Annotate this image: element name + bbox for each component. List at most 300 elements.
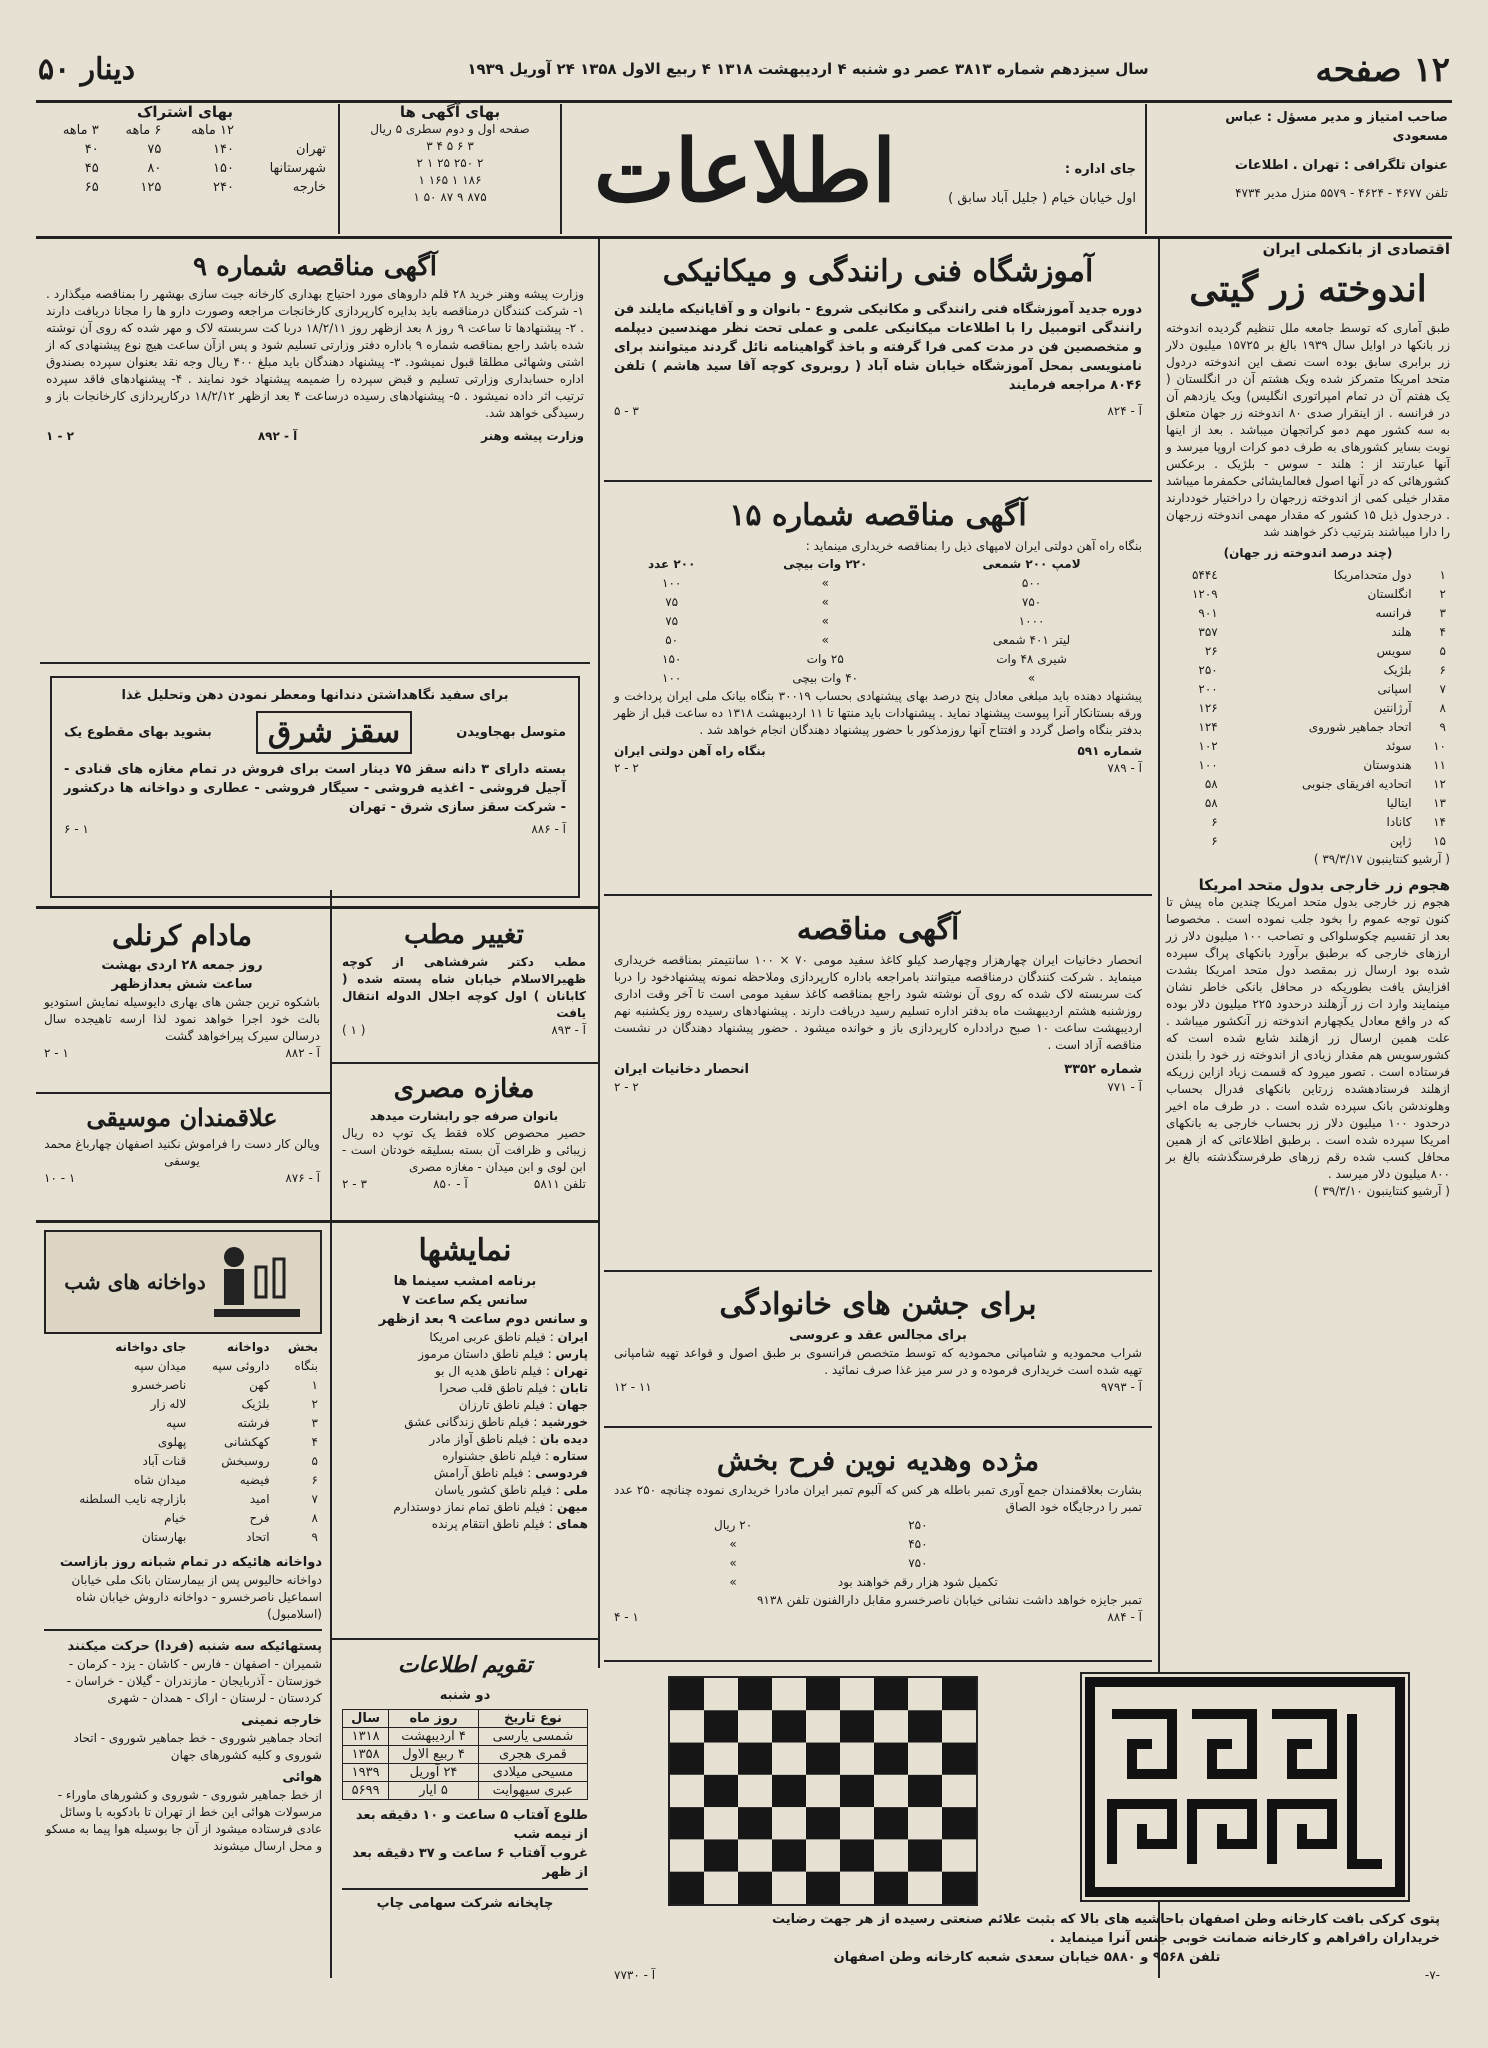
gold-country: فرانسه bbox=[1375, 606, 1412, 620]
pharmacy-name: کهن bbox=[249, 1378, 270, 1392]
tender15-cell: » bbox=[821, 576, 829, 590]
subs-value: ۱۲۵ bbox=[140, 180, 162, 195]
separator: : bbox=[541, 1449, 553, 1463]
cinema-film: فیلم ناطق کشور یاسان bbox=[434, 1483, 552, 1497]
ref: ۱ - ۱۰ bbox=[44, 1171, 76, 1185]
checker-square bbox=[874, 1710, 908, 1742]
pharmacy-district: ۵ bbox=[311, 1454, 318, 1468]
owner: صاحب امتیاز و مدیر مسؤل : عباس مسعودی bbox=[1225, 110, 1448, 144]
tender15-row bbox=[614, 574, 1142, 593]
checker-pattern-image bbox=[668, 1676, 978, 1906]
carpet-caption bbox=[604, 1910, 1450, 1984]
tender15-title: آگهی مناقصه شماره ۱۵ bbox=[729, 498, 1027, 533]
calendar-title: تقویم اطلاعات bbox=[397, 1652, 533, 1678]
tender15-body: پیشنهاد دهنده باید مبلغی معادل پنج درصد بهای پیشنهادی بحساب ۳۰۰۱۹ بنگاه بیانک ملی ایران پرداخت و ورقه بستانکار آنرا پیوست پیشنهاد نماید . پیشنهادات باید منتها تا ۱۱ اردیبهشت ۱۳۱۸ ده ساعت قبل از ظهر بدفتر بنگاه واصل گردد و افتتاح آنها روزمذکور با حضور پیشنهاد دهندگان انجام خواهد شد . bbox=[614, 689, 1143, 737]
tender15-refs bbox=[614, 760, 1142, 777]
tender15-ad bbox=[604, 488, 1152, 896]
pharmacy-district: ۲ bbox=[311, 1397, 318, 1411]
ref: ۲ - ۱ bbox=[46, 429, 74, 443]
checker-square bbox=[704, 1807, 738, 1839]
tender15-cell: شیری ۴۸ وات bbox=[996, 652, 1067, 666]
sunrise: طلوع آفتاب ۵ ساعت و ۱۰ دقیقه بعد از نیمه شب bbox=[355, 1808, 588, 1842]
ref: آ - ۸۸۶ bbox=[531, 822, 566, 836]
tender15-cell: » bbox=[821, 614, 829, 628]
pharmacy-allnight-body: دواخانه حالیوس پس از بیمارستان بانک ملی خیابان اسماعیل ناصرخسرو - دواخانه داروش خیابان شاه (اسلامبول) bbox=[71, 1573, 322, 1621]
checker-square bbox=[874, 1775, 908, 1807]
subs-place: تهران bbox=[296, 142, 326, 157]
checker-square bbox=[874, 1678, 908, 1710]
gold-value: ۱۲۴ bbox=[1198, 720, 1218, 734]
tender15-header: ۲۰۰ عدد bbox=[647, 557, 696, 571]
calendar-row bbox=[343, 1728, 588, 1746]
tender15-row bbox=[614, 593, 1142, 612]
cinema-film: فیلم ناطق آرامش bbox=[433, 1466, 524, 1480]
phones: تلفن ۴۶۷۷ - ۴۶۲۴ - ۵۵۷۹ منزل مدیر ۴۷۳۴ bbox=[1235, 186, 1448, 200]
gold-value: ۵۸ bbox=[1204, 796, 1218, 810]
gold-country: سوئد bbox=[1385, 739, 1412, 753]
cinema-film: فیلم ناطق تارزان bbox=[458, 1398, 545, 1412]
cinema-film: فیلم ناطق جشنواره bbox=[442, 1449, 542, 1463]
checker-square bbox=[704, 1872, 738, 1904]
tender15-signature: بنگاه راه آهن دولتی ایران bbox=[614, 744, 766, 758]
wine-body: شراب محمودیه و شامپانی محمودیه که توسط متخصص فرانسوی بر طبق اصول و قواعد تهیه شامپانی تهیه شده است خریداری فرموده و در سر میز غذا صرف نمائید . bbox=[614, 1346, 1142, 1377]
pharmacy-district: ۷ bbox=[311, 1492, 318, 1506]
separator: : bbox=[528, 1432, 540, 1446]
tender9-foot bbox=[46, 428, 584, 445]
tender15-cell: » bbox=[1027, 671, 1036, 685]
gift-cell: » bbox=[729, 1556, 737, 1570]
sagghez-line3: بشوید بهای مقطوع یک bbox=[64, 725, 212, 740]
kurneli-body: باشکوه ترین جشن های بهاری دایوسیله نمایش استودیو بالت خود اجرا خواهد نمود لذا ارسه تاهیجده سال درسالن سیرک پیراخواهد گشت bbox=[44, 995, 320, 1043]
checker-square bbox=[806, 1678, 840, 1710]
pharmacy-row bbox=[44, 1528, 322, 1547]
pharmacy-location: پهلوی bbox=[157, 1435, 187, 1449]
gift-table bbox=[693, 1516, 1063, 1592]
pharmacy-row bbox=[44, 1471, 322, 1490]
pharmacy-row bbox=[44, 1490, 322, 1509]
sunset: غروب آفتاب ۶ ساعت و ۳۷ دقیقه بعد از ظهر bbox=[352, 1846, 588, 1880]
tender15-cell: لیتر ۴۰۱ شمعی bbox=[992, 633, 1071, 647]
gold-rank: ۴ bbox=[1439, 625, 1446, 639]
subs-table bbox=[40, 121, 330, 197]
ref: آ - ۸۸۲ bbox=[285, 1046, 320, 1060]
checker-square bbox=[840, 1839, 874, 1871]
calendar-year: ۵۶۹۹ bbox=[343, 1782, 389, 1800]
sagghez-brand: سقز شرق bbox=[256, 711, 412, 754]
checker-square bbox=[942, 1872, 976, 1904]
checker-square bbox=[840, 1872, 874, 1904]
shop-ad bbox=[338, 1066, 590, 1214]
pharmacy-location: بهارستان bbox=[141, 1530, 187, 1544]
pharmacy-location: قنات آباد bbox=[142, 1454, 187, 1468]
gift-body: بشارت بعلاقمندان جمع آوری تمبر باطله هر کس که آلبوم تمبر ایران مادرا خریداری نموده چنانچه ۲۵۰ عدد تمبر را درجایگاه خود الصاق bbox=[614, 1483, 1142, 1514]
checker-square bbox=[772, 1775, 806, 1807]
pharmacy-allnight-title: دواخانه هائیکه در تمام شبانه روز بازاست bbox=[59, 1555, 322, 1570]
gold-country: هلند bbox=[1391, 625, 1412, 639]
cinema-row bbox=[342, 1448, 588, 1465]
pharmacy-logo bbox=[44, 1230, 322, 1334]
kurneli-refs bbox=[44, 1045, 320, 1062]
checker-square bbox=[942, 1807, 976, 1839]
subs-place: شهرستانها bbox=[269, 161, 326, 176]
tobacco-sign-row bbox=[614, 1060, 1142, 1079]
tender15-row bbox=[614, 612, 1142, 631]
pharmacy-row bbox=[44, 1433, 322, 1452]
tender15-cell: » bbox=[821, 595, 829, 609]
subs-value: ۴۰ bbox=[84, 142, 99, 157]
gift-row bbox=[693, 1535, 1063, 1554]
separator: : bbox=[545, 1398, 557, 1412]
pharmacy-header: بخش bbox=[287, 1340, 318, 1354]
sagghez-brand-row bbox=[64, 711, 566, 754]
office-heading: جای اداره : bbox=[1064, 162, 1136, 177]
pharmacy-row bbox=[44, 1376, 322, 1395]
wine-sub: برای مجالس عقد و عروسی bbox=[789, 1328, 967, 1343]
gift-ad bbox=[604, 1434, 1152, 1662]
checker-square bbox=[942, 1839, 976, 1871]
shop-title: مغازه مصری bbox=[393, 1074, 535, 1104]
ads-price-title: بهای آگهی ها bbox=[399, 103, 501, 121]
cinema-sub1: برنامه امشب سینما ها bbox=[393, 1274, 537, 1289]
ref: آ - ۹۷۹۳ bbox=[1100, 1380, 1142, 1394]
checker-square bbox=[704, 1710, 738, 1742]
gift-cell: ۲۰ ریال bbox=[713, 1518, 753, 1532]
separator: : bbox=[545, 1330, 558, 1344]
pharmacy-row bbox=[44, 1357, 322, 1376]
checker-square bbox=[704, 1743, 738, 1775]
separator: : bbox=[548, 1381, 560, 1395]
checker-square bbox=[874, 1839, 908, 1871]
gold-value: ۲۵۰ bbox=[1198, 663, 1218, 677]
gold-rank: ۸ bbox=[1439, 701, 1446, 715]
gold-value: ۶ bbox=[1211, 834, 1218, 848]
gift-row bbox=[693, 1554, 1063, 1573]
checker-square bbox=[670, 1872, 704, 1904]
gift-row bbox=[693, 1573, 1063, 1592]
gold-rank: ۱۵ bbox=[1433, 834, 1446, 848]
separator: : bbox=[544, 1517, 557, 1531]
post-foreign-body: اتحاد جماهیر شوروی - خط جماهیر شوروی - اتحاد شوروی و کلیه کشورهای جهان bbox=[73, 1731, 322, 1762]
cinema-name: میهن bbox=[556, 1500, 588, 1514]
subs-header: ۱۲ ماهه bbox=[191, 123, 234, 138]
tender15-row bbox=[614, 631, 1142, 650]
tender15-cell: ۲۵ وات bbox=[806, 652, 844, 666]
pharmacy-name: فرشته bbox=[237, 1416, 270, 1430]
checker-square bbox=[670, 1807, 704, 1839]
kurneli-sub: روز جمعه ۲۸ اردی بهشت bbox=[101, 958, 263, 973]
checker-square bbox=[772, 1710, 806, 1742]
calendar-row bbox=[343, 1764, 588, 1782]
cinema-name: تابان bbox=[559, 1381, 588, 1395]
gold-value: ۱۲۶ bbox=[1198, 701, 1218, 715]
gold-value: ۶ bbox=[1211, 815, 1218, 829]
pharmacy-district: ۹ bbox=[311, 1530, 318, 1544]
checker-square bbox=[908, 1710, 942, 1742]
gold-table-row bbox=[1166, 566, 1450, 585]
checker-square bbox=[704, 1678, 738, 1710]
calendar-type: مسیحی میلادی bbox=[478, 1764, 587, 1782]
calendar-type: قمری هجری bbox=[478, 1746, 587, 1764]
ref: ۳ - ۵ bbox=[614, 404, 639, 418]
cinema-row bbox=[342, 1482, 588, 1499]
tobacco-signature: انحصار دخانیات ایران bbox=[614, 1062, 749, 1077]
carpet-refs bbox=[614, 1967, 1440, 1984]
gold-value: ۵۸ bbox=[1204, 777, 1218, 791]
checker-square bbox=[772, 1839, 806, 1871]
pharmacy-name: امید bbox=[249, 1492, 270, 1506]
gold-country: آرژانتین bbox=[1373, 701, 1412, 715]
gold-table-row bbox=[1166, 604, 1450, 623]
gold-value: ۹۰۱ bbox=[1198, 606, 1218, 620]
gold-table-row bbox=[1166, 813, 1450, 832]
separator: : bbox=[523, 1466, 536, 1480]
checker-square bbox=[908, 1743, 942, 1775]
gold-table-row bbox=[1166, 718, 1450, 737]
ref: آ - ۸۸۴ bbox=[1107, 1610, 1142, 1624]
tender15-row bbox=[614, 650, 1142, 669]
ref: ۳ - ۲ bbox=[342, 1177, 367, 1191]
carpet-caption3: تلفن ۹۵۶۸ و ۵۸۸۰ خیابان سعدی شعبه کارخانه وطن اصفهان bbox=[833, 1950, 1221, 1965]
sagghez-line1: برای سفید نگاهداشتن دندانها ومعطر نمودن دهن وتحلیل غذا bbox=[121, 688, 509, 703]
pharmacy-district: ۱ bbox=[311, 1378, 318, 1392]
checker-square bbox=[704, 1775, 738, 1807]
clinic-ad bbox=[338, 912, 590, 1062]
owner-block bbox=[1178, 108, 1448, 202]
shop-body: حصیر محصوص کلاه فقط یک توپ ده ریال زیبائی و ظرافت آن بسته بسلیقه خودتان است - ابن لوی و ابن میدان - مغازه مصری bbox=[342, 1126, 586, 1174]
tender15-table bbox=[614, 555, 1142, 688]
pharmacy-location: میدان شاه bbox=[133, 1473, 187, 1487]
checker-square bbox=[840, 1678, 874, 1710]
calendar-year: ۱۳۱۸ bbox=[343, 1728, 389, 1746]
sagghez-line2: متوسل بهجاویدن bbox=[456, 725, 566, 740]
checker-square bbox=[942, 1775, 976, 1807]
calendar-header: سال bbox=[343, 1710, 389, 1728]
tender15-cell: ۱۰۰۰ bbox=[1018, 614, 1045, 628]
pharmacy-location: خیام bbox=[164, 1511, 187, 1525]
checker-square bbox=[840, 1710, 874, 1742]
calendar-type: شمسی یارسی bbox=[478, 1728, 587, 1746]
sagghez-refs bbox=[64, 821, 566, 838]
ads-price-row: ۱۸۶ ۱ ۱۶۵ ۱ bbox=[418, 173, 482, 187]
pharmacy-name: داروئی سپه bbox=[212, 1359, 270, 1373]
pharmacy-district: ۶ bbox=[311, 1473, 318, 1487]
gold-country: انگلستان bbox=[1367, 587, 1412, 601]
clinic-title: تغییر مطب bbox=[404, 920, 524, 950]
gold-country: ژاپن bbox=[1389, 834, 1412, 848]
gold-rank: ۲ bbox=[1439, 587, 1446, 601]
ref: ۲ - ۲ bbox=[614, 761, 639, 775]
tender15-cell: ۱۰۰ bbox=[662, 671, 682, 685]
subs-value: ۴۵ bbox=[84, 161, 99, 176]
checker-square bbox=[874, 1807, 908, 1839]
cinema-title: نمایشها bbox=[418, 1233, 512, 1268]
gold-value: ۵۴۴٤ bbox=[1191, 568, 1218, 582]
gift-cell: » bbox=[729, 1537, 737, 1551]
gold-table-row bbox=[1166, 661, 1450, 680]
checker-square bbox=[670, 1839, 704, 1871]
pharmacy-logo-text: دواخانه های شب bbox=[64, 1270, 206, 1294]
cinema-film: فیلم ناطق قلب صحرا bbox=[439, 1381, 549, 1395]
cinema-row bbox=[342, 1465, 588, 1482]
ref: ( ۱ ) bbox=[342, 1023, 366, 1037]
gold-value: ۲۰۰ bbox=[1198, 682, 1218, 696]
school-ad bbox=[604, 244, 1152, 482]
tobacco-body: انحصار دخانیات ایران چهارهزار وچهارصد کیلو کاغذ سفید مومی ۷۰ × ۱۰۰ سانتیمتر بمناقصه خریداری مینماید . شرکت کنندگان درمناقصه میتوانند بامراجعه باداره کارپردازی وملاحظه نمونه پیشنهادخود را دربا کت سربسته لاک شده که روی آن نوشته شود راجع بمناقصه کاغذ سفید مومی است تا آخر وقت اداری روزشنبه هشتم اردیبهشت ماه بدفتر اداره تسلیم رسید دریافت دارند . پیشنهادهای رسیده روز یکشنبه نهم اردیبهشت ساعت ۱۰ صبح درادداره کارپردازی باز و خوانده میشود . حضور پیشنهاد دهندگان در نشست مناقصه آزاد است . bbox=[614, 953, 1142, 1052]
school-title: آموزشگاه فنی رانندگی و میکانیکی bbox=[662, 254, 1094, 289]
pharmacy-location: سپه bbox=[166, 1416, 187, 1430]
gold-value: ۱۰۲ bbox=[1198, 739, 1218, 753]
kurneli-time: ساعت شش بعدازظهر bbox=[111, 977, 253, 992]
gift-cell: تکمیل شود هزار رقم خواهند بود bbox=[837, 1575, 998, 1589]
tender15-cell: ۱۰۰ bbox=[662, 576, 682, 590]
pharmacist-icon bbox=[212, 1239, 302, 1325]
gift-refs bbox=[614, 1609, 1142, 1626]
tender15-row bbox=[614, 669, 1142, 688]
post-title: پستهائیکه سه شنبه (فردا) حرکت میکنند bbox=[67, 1639, 322, 1654]
ref: آ - ۷۷۳۰ bbox=[614, 1968, 656, 1982]
calendar-year: ۱۳۵۸ bbox=[343, 1746, 389, 1764]
cinema-name: جهان bbox=[556, 1398, 588, 1412]
gold-country: ایتالیا bbox=[1386, 796, 1412, 810]
tender15-cell: » bbox=[821, 633, 829, 647]
pharmacy-name: روسبخش bbox=[221, 1454, 270, 1468]
gold-value: ۲۶ bbox=[1204, 644, 1218, 658]
gold-table bbox=[1166, 566, 1450, 851]
shop-sub: بانوان صرفه جو رابشارت میدهد bbox=[369, 1109, 559, 1123]
calendar-type: عبری سیهوایت bbox=[478, 1782, 587, 1800]
separator: : bbox=[545, 1500, 557, 1514]
checker-square bbox=[738, 1743, 772, 1775]
issue-line: سال سیزدهم شماره ۳۸۱۳ عصر دو شنبه ۴ اردیبهشت ۱۳۱۸ ۴ ربیع الاول ۱۳۵۸ ۲۴ آوریل ۱۹۳۹ bbox=[467, 60, 1149, 78]
tender15-sign-row bbox=[614, 743, 1142, 760]
gold-table-row bbox=[1166, 775, 1450, 794]
pharmacy-location: بازارچه نایب السلطنه bbox=[79, 1492, 187, 1506]
clinic-refs bbox=[342, 1022, 586, 1039]
calendar-date: ۵ ایار bbox=[389, 1782, 479, 1800]
subs-value: ۱۵۰ bbox=[213, 161, 234, 176]
gold-table-row bbox=[1166, 737, 1450, 756]
cinema-row bbox=[342, 1363, 588, 1380]
cinema-sub3: و سانس دوم ساعت ۹ بعد ازظهر bbox=[378, 1312, 588, 1327]
calendar-header: روز ماه bbox=[389, 1710, 479, 1728]
gift-cell: ۴۵۰ bbox=[908, 1537, 928, 1551]
checker-square bbox=[670, 1678, 704, 1710]
gold-article bbox=[1166, 240, 1450, 1200]
tender15-cell: ۴۰ وات بیچی bbox=[792, 671, 859, 685]
checker-square bbox=[806, 1872, 840, 1904]
cinema-film: فیلم ناطق عربی امریکا bbox=[429, 1330, 546, 1344]
checker-square bbox=[772, 1678, 806, 1710]
pharmacy-header: دواخانه bbox=[226, 1340, 270, 1354]
tender15-cell: ۵۰۰ bbox=[1021, 576, 1042, 590]
page-number: ۱۲ صفحه bbox=[1315, 50, 1450, 90]
checker-square bbox=[670, 1775, 704, 1807]
gold-sub-body: هجوم زر خارجی بدول متحد امریکا چندین ماه پیش تا کنون توجه عموم را بخود جلب نموده است . مخصوصا بعد از تقسیم چکوسلواکی و تصاحب ۱۰۰ میلیون دلار زر ارزهای خارجی که برطبق برآورد بانکهای پراگ سپرده شده بود ارسال زر بمقصد دول متحد امریکا بشدت افزایش یافت بطوریکه در محافل بانکی خاطر نشان مینمایند وارد ات زر آزهلند درحدود ۲۲۵ میلیون دلار بوده که در واقع معادل یکچهارم اندوخته زر آنکشور میباشد . علت همین ارسال زر ازهلند شایع شده است که کشورسویس هم مقدار زیادی از اندوخته زر خود را بلندن فرستاده است . تصور میرود که قسمت زیاد ازاین زریکه ازهلند فرستادهشده زرتاین بانکهای فدرال بحساب وهلوندشن بانک سپرده شده است . در طرف ماه اخیر درحدود ۱۰۰ میلیون دلار زر بحساب خارجی به بانکهای امریکا سپرده شده است . برطبق اطلاعاتی که از همین محافل کسب شده رقم زرهای طرفرستگذشته بالغ بر ۸۰۰ میلیون دلار میرسد . bbox=[1166, 895, 1451, 1181]
shop-phone: تلفن ۵۸۱۱ bbox=[533, 1177, 586, 1191]
pharmacy-header: جای دواخانه bbox=[115, 1340, 187, 1354]
checker-square bbox=[806, 1807, 840, 1839]
gold-rank: ۶ bbox=[1439, 663, 1446, 677]
pharmacy-row bbox=[44, 1452, 322, 1471]
checker-square bbox=[738, 1839, 772, 1871]
music-ad bbox=[40, 1096, 324, 1214]
gold-country: بلژیک bbox=[1383, 663, 1412, 677]
gift-title: مژده وهدیه نوین فرح بخش bbox=[716, 1444, 1040, 1477]
cinema-film: فیلم ناطق هدیه ال بو bbox=[434, 1364, 543, 1378]
calendar-block bbox=[338, 1644, 592, 1980]
pharmacy-district: ۸ bbox=[311, 1511, 318, 1525]
tobacco-refs bbox=[614, 1079, 1142, 1096]
separator: : bbox=[529, 1415, 542, 1429]
shop-refs bbox=[342, 1176, 586, 1193]
tender9-signature: وزارت پیشه وهنر bbox=[481, 429, 584, 443]
ref: ۱۱ - ۱۲ bbox=[614, 1380, 652, 1394]
gold-country: اتحاد جماهیر شوروی bbox=[1308, 720, 1412, 734]
pharmacy-district: بنگاه bbox=[294, 1359, 318, 1373]
checker-square bbox=[806, 1839, 840, 1871]
pharmacy-location: ناصرخسرو bbox=[131, 1378, 187, 1392]
tender9-body: وزارت پیشه وهنر خرید ۲۸ قلم داروهای مورد احتیاج بهداری کارخانه جیت سازی بهشهر را بمناقصه میگذارد . ۱- شرکت کنندگان درمناقصه باید بدایره کارپردازی کارخانجات مراجعه وصورت دارو ها را مجانا دریافت دارند . ۲- پیشنهادها تا ساعت ۹ روز ۸ بعد ازظهر روز ۱۸/۲/۱۱ دربا کت سربسته لاک و مهر شده که روی آن نوشته شده باشد راجع بمناقصه شماره ۹ باداره دفتر وزارتی تسلیم شود و پس ازآن ساعت هیچ نوع پیشنهادی که از اشتی وشهائی مطلقا قبول نمیشود. ۳- پیشنهاد دهندگان باید مبلغ ۴۰۰ ریال وجه نقد بعنوان سپرده بصندوق اداره حسابداری وزارتی تسلیم و قبض سپرده را ضمیمه پیشنهاد خود نمایند . ۴- پیشنهادهای فاقد سپرده ترتیب اثر داده نمیشود . ۵- پیشنهادهای رسیده درساعت ۴ بعد ازظهر ۱۸/۲/۱۲ درکارپردازی کارخانجات باز و رسیدگی خواهد شد. bbox=[46, 287, 585, 420]
office-address: اول خیابان خیام ( جلیل آباد سابق ) bbox=[948, 191, 1136, 206]
ads-price-subtitle: صفحه اول و دوم سطری ۵ ریال bbox=[370, 122, 530, 136]
subs-value: ۸۰ bbox=[147, 161, 162, 176]
subs-title: بهای اشتراک bbox=[137, 103, 233, 121]
office-block bbox=[946, 160, 1136, 208]
calendar-date: ۴ اردیبهشت bbox=[389, 1728, 479, 1746]
checker-square bbox=[772, 1743, 806, 1775]
checker-square bbox=[840, 1775, 874, 1807]
gold-table-row bbox=[1166, 623, 1450, 642]
gold-table-row bbox=[1166, 585, 1450, 604]
separator: : bbox=[542, 1364, 554, 1378]
ref: آ - ۷۸۹ bbox=[1107, 761, 1142, 775]
ref: ۱ - ۶ bbox=[64, 822, 89, 836]
checker-square bbox=[670, 1743, 704, 1775]
pharmacy-location: میدان سپه bbox=[133, 1359, 187, 1373]
gold-rank: ۳ bbox=[1439, 606, 1446, 620]
music-title: علاقمندان موسیقی bbox=[86, 1103, 278, 1132]
tender15-cell: ۷۵۰ bbox=[1021, 595, 1042, 609]
ref: آ - ۸۲۴ bbox=[1107, 404, 1142, 418]
cinema-name: پارس bbox=[555, 1347, 588, 1361]
cinema-row bbox=[342, 1397, 588, 1414]
ads-price-row: ۸۷۵ ۹ ۸۷ ۵۰ ۱ bbox=[413, 190, 487, 204]
tender15-cell: ۷۵ bbox=[665, 614, 679, 628]
checker-square bbox=[738, 1678, 772, 1710]
pharmacy-name: کهکشانی bbox=[223, 1435, 270, 1449]
gold-country: اتحادیه افریقای جنوبی bbox=[1302, 777, 1412, 791]
newspaper-title: اطلاعات bbox=[593, 121, 897, 222]
checker-square bbox=[840, 1743, 874, 1775]
music-refs bbox=[44, 1170, 320, 1187]
checker-square bbox=[738, 1807, 772, 1839]
cinema-row bbox=[342, 1516, 588, 1533]
wine-title: برای جشن های خانوادگی bbox=[719, 1287, 1037, 1322]
sagghez-ad bbox=[50, 676, 580, 898]
subscription-box bbox=[40, 104, 330, 197]
checker-square bbox=[738, 1710, 772, 1742]
checker-square bbox=[670, 1710, 704, 1742]
greek-key-pattern bbox=[1082, 1674, 1408, 1900]
checker-square bbox=[942, 1710, 976, 1742]
ref: آ - ۷۷۱ bbox=[1107, 1080, 1142, 1094]
separator: : bbox=[543, 1347, 556, 1361]
gold-subtitle: هجوم زر خارجی بدول متحد امریکا bbox=[1198, 876, 1450, 894]
subs-value: ۱۴۰ bbox=[213, 142, 234, 157]
gold-rank: ۱۱ bbox=[1433, 758, 1446, 772]
tender15-header: لامپ ۲۰۰ شمعی bbox=[982, 557, 1081, 571]
tender15-cell: ۷۵ bbox=[665, 595, 679, 609]
